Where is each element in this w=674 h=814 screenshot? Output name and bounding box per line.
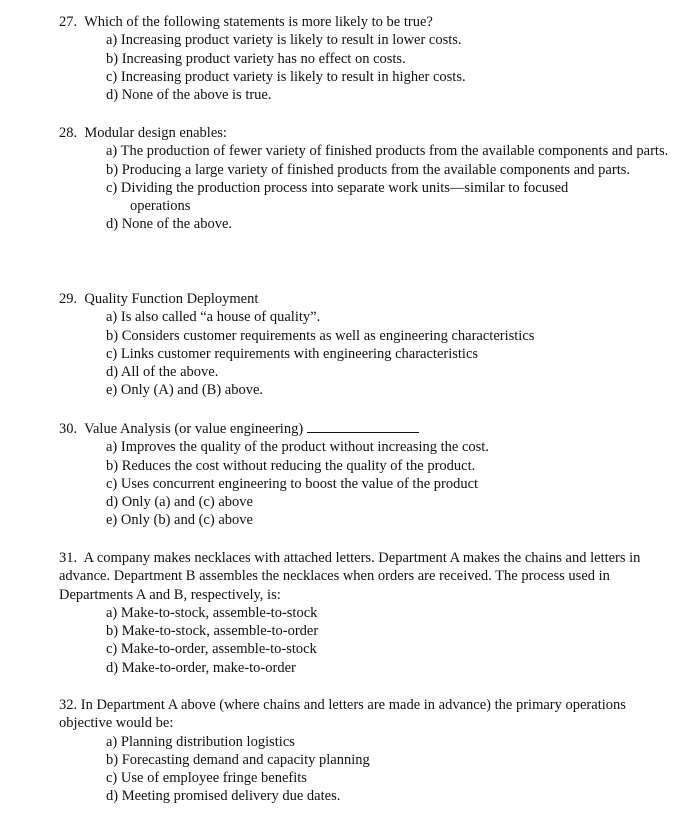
- option-d: d) Meeting promised delivery due dates.: [106, 788, 341, 805]
- option-c: c) Use of employee fringe benefits: [106, 770, 307, 787]
- question-28: [59, 124, 669, 234]
- option-c: c) Make-to-order, assemble-to-stock: [106, 641, 317, 658]
- options-list: [59, 142, 669, 233]
- option-c: c) Increasing product variety is likely to result in higher costs.: [106, 68, 466, 85]
- option-c: c) Uses concurrent engineering to boost the value of the product: [106, 475, 479, 492]
- option-b: b) Producing a large variety of finished products from the available components and parts.: [106, 161, 630, 178]
- question-number: 30.: [59, 421, 78, 437]
- question-text: Which of the following statements is more likely to be true?: [84, 14, 433, 30]
- question-text: Modular design enables:: [84, 125, 227, 141]
- option-a: a) Planning distribution logistics: [106, 733, 295, 750]
- option-b: b) Considers customer requirements as well as engineering characteristics: [106, 327, 535, 344]
- question-30: [59, 420, 669, 530]
- question-stem: [59, 420, 669, 438]
- options-list: [59, 733, 669, 806]
- option-a: a) Make-to-stock, assemble-to-stock: [106, 604, 318, 621]
- question-27: [59, 13, 669, 104]
- option-e: e) Only (b) and (c) above: [106, 512, 253, 529]
- option-a: a) Improves the quality of the product without increasing the cost.: [106, 439, 489, 456]
- options-list: [59, 438, 669, 529]
- question-number: 27.: [59, 14, 78, 30]
- question-32: [59, 696, 669, 806]
- option-c: c) Dividing the production process into separate work units—similar to focused: [106, 179, 569, 196]
- option-d: d) All of the above.: [106, 364, 219, 381]
- question-31: [59, 549, 669, 677]
- options-list: [59, 604, 669, 677]
- question-29: [59, 290, 669, 400]
- question-text: Quality Function Deployment: [84, 291, 259, 307]
- question-stem: [59, 13, 669, 31]
- option-b: b) Increasing product variety has no effect on costs.: [106, 50, 406, 67]
- option-d: d) None of the above.: [106, 216, 233, 233]
- option-b: b) Make-to-stock, assemble-to-order: [106, 623, 319, 640]
- question-stem: [59, 549, 669, 604]
- question-number: 32.: [59, 697, 78, 713]
- option-c: c) Links customer requirements with engineering characteristics: [106, 345, 479, 362]
- question-number: 28.: [59, 125, 78, 141]
- answer-blank-line: [307, 420, 419, 433]
- option-b: b) Reduces the cost without reducing the quality of the product.: [106, 457, 476, 474]
- question-stem: [59, 696, 669, 733]
- options-list: [59, 308, 669, 399]
- option-c-continuation-text: operations: [130, 198, 191, 215]
- option-a: a) The production of fewer variety of finished products from the available components and parts.: [106, 143, 669, 160]
- question-stem: [59, 290, 669, 308]
- question-text: In Department A above (where chains and letters are made in advance) the primary operations objective would be:: [59, 697, 626, 732]
- option-d: d) None of the above is true.: [106, 87, 272, 104]
- question-text: Value Analysis (or value engineering): [84, 421, 304, 437]
- question-stem: [59, 124, 669, 142]
- option-a: a) Is also called “a house of quality”.: [106, 309, 321, 326]
- option-d: d) Only (a) and (c) above: [106, 494, 253, 511]
- options-list: [59, 31, 669, 104]
- question-text: A company makes necklaces with attached letters. Department A makes the chains and letters in advance. Department B assembles the necklaces when orders are received. The process used in Departments A and B, respectively, is:: [59, 550, 641, 603]
- question-number: 29.: [59, 291, 78, 307]
- option-c-continuation: [59, 197, 669, 215]
- option-a: a) Increasing product variety is likely to result in lower costs.: [106, 32, 462, 49]
- question-number: 31.: [59, 550, 78, 566]
- option-b: b) Forecasting demand and capacity planning: [106, 751, 370, 768]
- option-e: e) Only (A) and (B) above.: [106, 382, 264, 399]
- option-d: d) Make-to-order, make-to-order: [106, 659, 296, 676]
